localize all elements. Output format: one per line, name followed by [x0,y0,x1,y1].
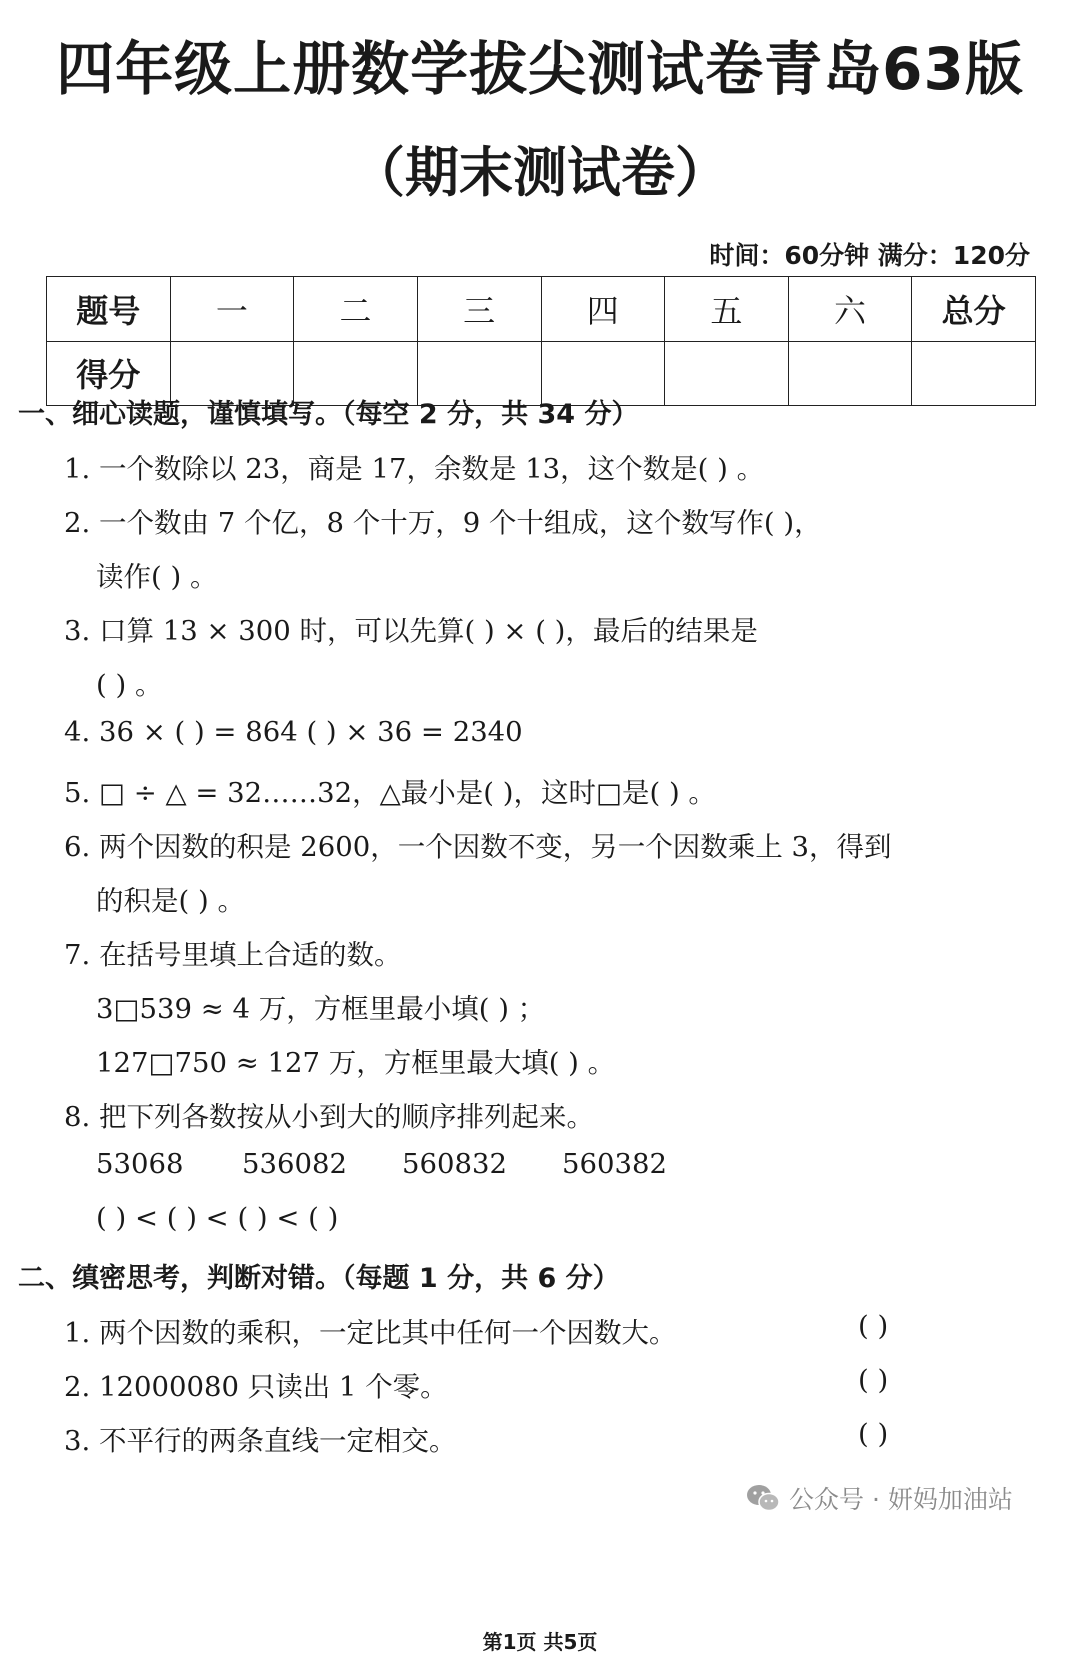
question-line: 2. 一个数由 7 个亿，8 个十万，9 个十组成，这个数写作( )， [64,507,822,539]
score-cell[interactable] [665,341,789,406]
order-number: 560382 [562,1148,667,1180]
score-header-cell: 总分 [912,277,1036,342]
wechat-icon [745,1483,781,1513]
section2-heading: 二、缜密思考，判断对错。（每题 1 分，共 6 分） [18,1263,620,1294]
watermark-text: 公众号 · 妍妈加油站 [789,1485,1013,1514]
score-header-cell: 二 [294,277,418,342]
question-line: 6. 两个因数的积是 2600，一个因数不变，另一个因数乘上 3，得到 [64,831,892,863]
page-footer: 第1页 共5页 [482,1630,598,1654]
score-header-cell: 五 [665,277,789,342]
time-info: 时间：60分钟 满分：120分 [709,241,1030,270]
watermark [745,1480,1013,1516]
score-cell[interactable] [788,341,912,406]
question-line: 1. 一个数除以 23，商是 17，余数是 13，这个数是( ) 。 [64,453,765,485]
order-number: 53068 [96,1148,184,1180]
judge-item: 2. 12000080 只读出 1 个零。 [64,1371,448,1403]
score-header-cell: 一 [170,277,294,342]
question-line: 3□539 ≈ 4 万，方框里最小填( ) ； [96,993,546,1025]
order-number: 560832 [402,1148,507,1180]
judge-answer-paren[interactable]: ( ) [858,1364,889,1396]
score-row-label: 得分 [47,341,171,406]
page-title: 四年级上册数学拔尖测试卷青岛63版 [56,35,1024,103]
question-line: 7. 在括号里填上合适的数。 [64,939,402,971]
score-table-header-row [47,277,1036,342]
score-header-cell: 四 [541,277,665,342]
judge-answer-paren[interactable]: ( ) [858,1418,889,1450]
score-table [46,276,1036,406]
order-answer-line: ( ) < ( ) < ( ) < ( ) [96,1202,339,1234]
score-header-cell: 六 [788,277,912,342]
page-subtitle: （期末测试卷） [351,141,729,204]
section1-heading: 一、细心读题，谨慎填写。（每空 2 分，共 34 分） [18,399,639,430]
score-header-cell: 题号 [47,277,171,342]
question-line: 读作( ) 。 [96,561,218,593]
question-line: ( ) 。 [96,669,163,701]
question-line: 3. 口算 13 × 300 时，可以先算( ) × ( )，最后的结果是 [64,615,758,647]
judge-item: 3. 不平行的两条直线一定相交。 [64,1425,457,1457]
question-line: 8. 把下列各数按从小到大的顺序排列起来。 [64,1101,594,1133]
question-line: 127□750 ≈ 127 万，方框里最大填( ) 。 [96,1047,616,1079]
score-cell[interactable] [912,341,1036,406]
question-line: 的积是( ) 。 [96,885,245,917]
score-header-cell: 三 [417,277,541,342]
judge-answer-paren[interactable]: ( ) [858,1310,889,1342]
order-number: 536082 [242,1148,347,1180]
question-line: 4. 36 × ( ) = 864 ( ) × 36 = 2340 [64,716,523,748]
judge-item: 1. 两个因数的乘积，一定比其中任何一个因数大。 [64,1317,677,1349]
question-line: 5. □ ÷ △ = 32……32，△最小是( )，这时□是( ) 。 [64,777,716,809]
